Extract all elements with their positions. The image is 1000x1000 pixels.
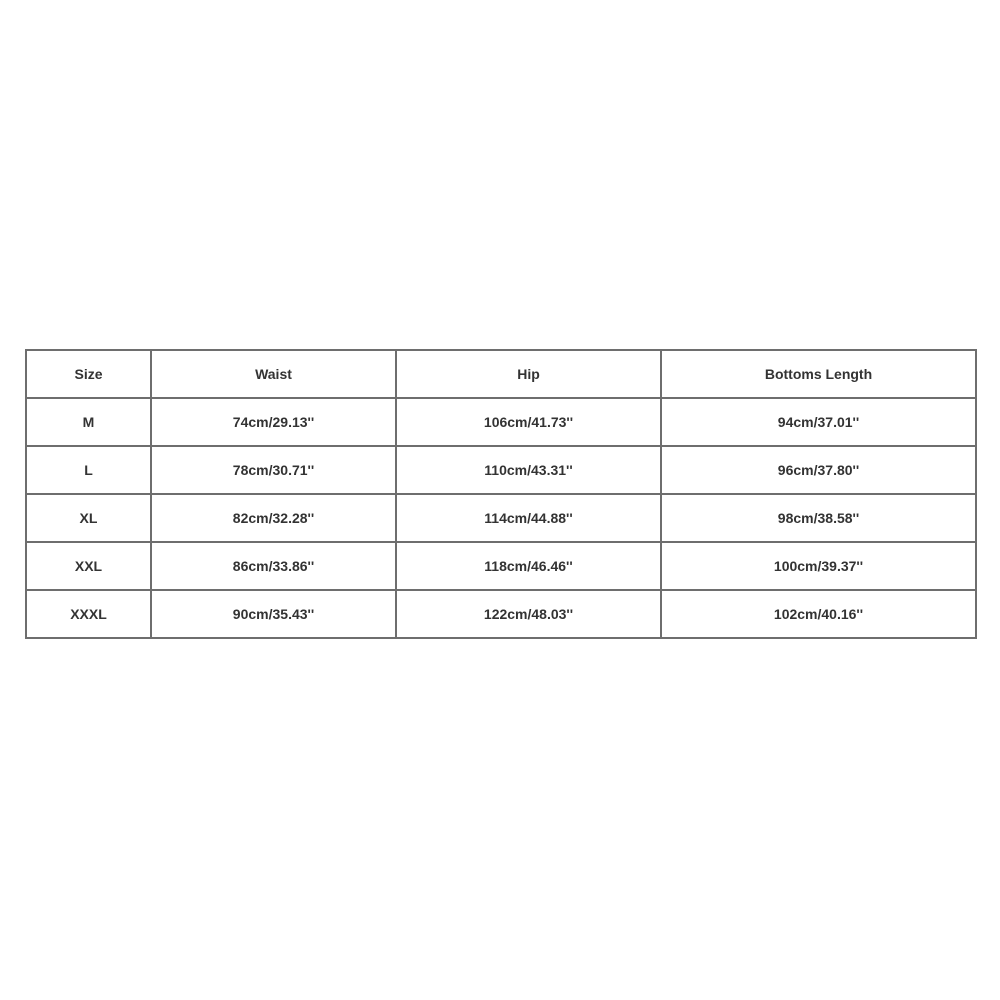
table-row: [26, 398, 976, 446]
hip-cell: 106cm/41.73'': [396, 398, 661, 446]
bottoms-length-cell: 100cm/39.37'': [661, 542, 976, 590]
size-cell: XXL: [26, 542, 151, 590]
header-row: [26, 350, 976, 398]
size-cell: M: [26, 398, 151, 446]
size-cell: XXXL: [26, 590, 151, 638]
table-row: [26, 446, 976, 494]
hip-cell: 122cm/48.03'': [396, 590, 661, 638]
size-cell: XL: [26, 494, 151, 542]
hip-cell: 118cm/46.46'': [396, 542, 661, 590]
waist-cell: 78cm/30.71'': [151, 446, 396, 494]
table-row: [26, 542, 976, 590]
hip-cell: 110cm/43.31'': [396, 446, 661, 494]
size-cell: L: [26, 446, 151, 494]
header-hip: Hip: [396, 350, 661, 398]
bottoms-length-cell: 96cm/37.80'': [661, 446, 976, 494]
waist-cell: 86cm/33.86'': [151, 542, 396, 590]
waist-cell: 90cm/35.43'': [151, 590, 396, 638]
bottoms-length-cell: 98cm/38.58'': [661, 494, 976, 542]
bottoms-length-cell: 94cm/37.01'': [661, 398, 976, 446]
table-row: [26, 494, 976, 542]
waist-cell: 82cm/32.28'': [151, 494, 396, 542]
table-row: [26, 590, 976, 638]
hip-cell: 114cm/44.88'': [396, 494, 661, 542]
waist-cell: 74cm/29.13'': [151, 398, 396, 446]
header-waist: Waist: [151, 350, 396, 398]
header-bottoms-length: Bottoms Length: [661, 350, 976, 398]
size-chart-table: [25, 349, 977, 639]
bottoms-length-cell: 102cm/40.16'': [661, 590, 976, 638]
header-size: Size: [26, 350, 151, 398]
